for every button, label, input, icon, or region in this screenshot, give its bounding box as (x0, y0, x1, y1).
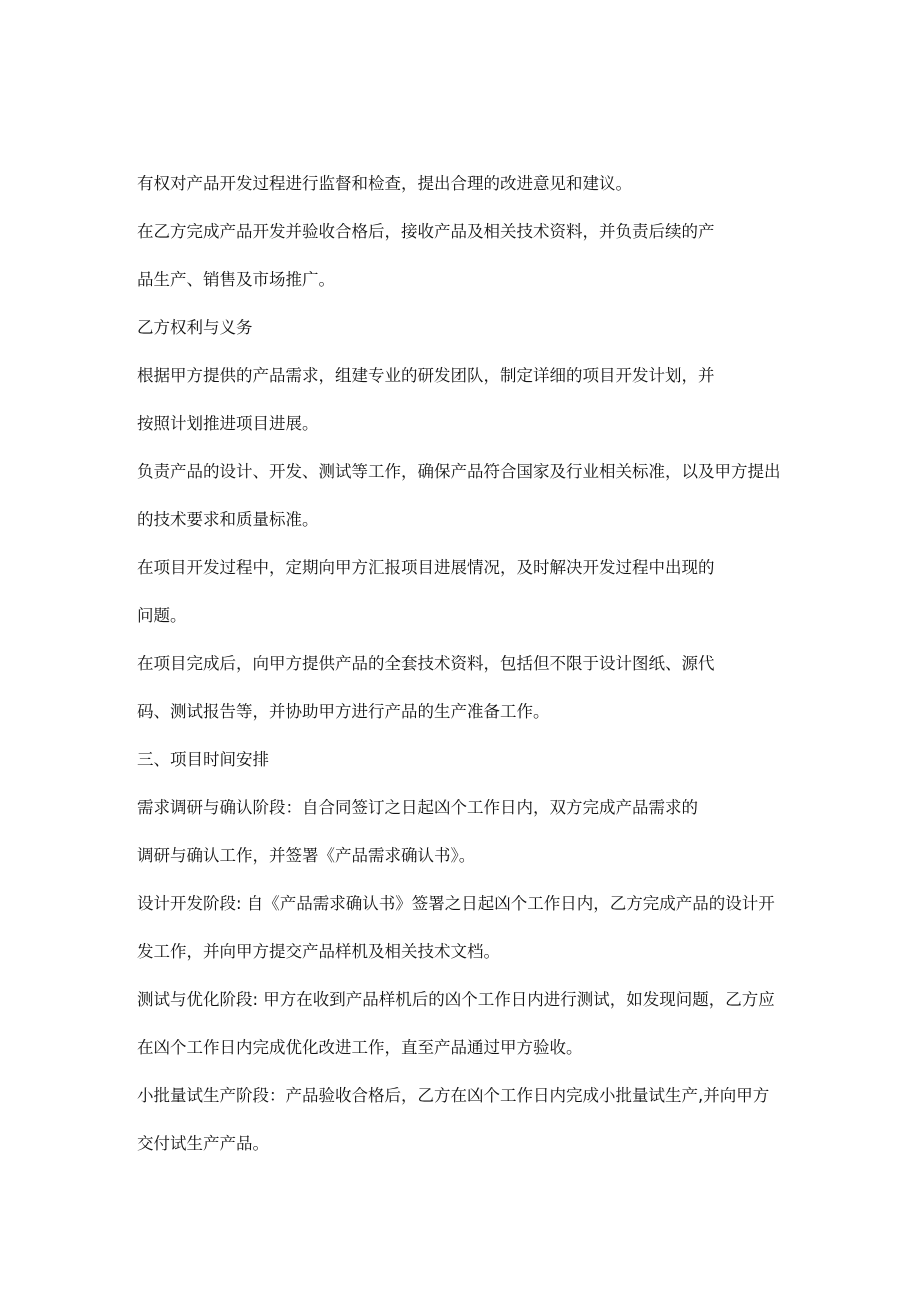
text-line: 在乙方完成产品开发并验收合格后，接收产品及相关技术资料，并负责后续的产 (137, 222, 715, 241)
section-heading: 三、项目时间安排 (137, 750, 269, 769)
text-line: 码、测试报告等，并协助甲方进行产品的生产准备工作。 (137, 702, 550, 721)
text-line: 问题。 (137, 606, 187, 625)
text-line: 的技术要求和质量标准。 (137, 510, 319, 529)
text-line: 按照计划推进项目进展。 (137, 414, 319, 433)
text-line: 在项目开发过程中，定期向甲方汇报项目进展情况，及时解决开发过程中出现的 (137, 558, 715, 577)
text-line: 根据甲方提供的产品需求，组建专业的研发团队，制定详细的项目开发计划，并 (137, 366, 715, 385)
text-line: 测试与优化阶段: 甲方在收到产品样机后的凶个工作日内进行测试，如发现问题，乙方应 (137, 990, 775, 1009)
section-heading: 乙方权利与义务 (137, 318, 253, 337)
text-line: 负责产品的设计、开发、测试等工作，确保产品符合国家及行业相关标准，以及甲方提出 (137, 462, 781, 481)
text-line: 设计开发阶段: 自《产品需求确认书》签署之日起凶个工作日内，乙方完成产品的设计开 (137, 894, 775, 913)
text-line: 小批量试生产阶段：产品验收合格后，乙方在凶个工作日内完成小批量试生产,并向甲方 (137, 1086, 770, 1105)
text-line: 品生产、销售及市场推广。 (137, 270, 335, 289)
text-line: 有权对产品开发过程进行监督和检查，提出合理的改进意见和建议。 (137, 174, 632, 193)
text-line: 需求调研与确认阶段：自合同签订之日起凶个工作日内，双方完成产品需求的 (137, 798, 698, 817)
text-line: 调研与确认工作，并签署《产品需求确认书》。 (137, 846, 476, 865)
text-line: 发工作，并向甲方提交产品样机及相关技术文档。 (137, 942, 500, 961)
text-line: 交付试生产产品。 (137, 1134, 269, 1153)
text-line: 在项目完成后，向甲方提供产品的全套技术资料，包括但不限于设计图纸、源代 (137, 654, 715, 673)
text-line: 在凶个工作日内完成优化改进工作，直至产品通过甲方验收。 (137, 1038, 583, 1057)
